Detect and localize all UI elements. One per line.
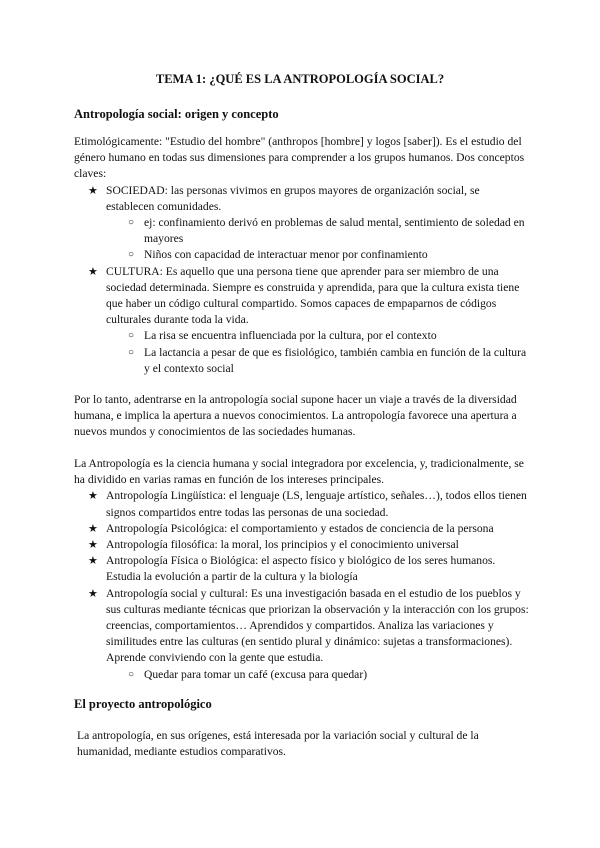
list-item bbox=[74, 553, 530, 585]
star-icon: ★ bbox=[88, 587, 98, 600]
page-title: TEMA 1: ¿QUÉ ES LA ANTROPOLOGÍA SOCIAL? bbox=[155, 72, 445, 86]
sub-list bbox=[74, 328, 530, 377]
list-item bbox=[74, 345, 530, 377]
list-item bbox=[74, 247, 530, 263]
branch-text: Antropología social y cultural: Es una investigación basada en el estudio de los pueblos y sus culturas mediante técnicas que priorizan la observación y la interacción con los grupos: creencias, comportamientos… Aprendidos y compartidos. Analiza las variaciones y similitudes entre las culturas (en sentido plural y dinámico: sujetas a transformaciones). Aprende conviviendo con la gente que estudia. bbox=[106, 586, 529, 665]
circle-icon: ○ bbox=[128, 217, 135, 229]
paragraph-branches bbox=[74, 456, 530, 683]
concept-cultura-text: CULTURA: Es aquello que una persona tiene que aprender para ser miembro de una sociedad determinada. Siempre es construida y aprendida, para que la cultura exista tiene que haber un código cultural compartido. Somos capaces de empaparnos de códigos culturales durante toda la vida. bbox=[106, 264, 520, 327]
star-icon: ★ bbox=[88, 490, 98, 503]
branches-list bbox=[74, 488, 530, 682]
list-item bbox=[74, 264, 530, 377]
circle-icon: ○ bbox=[128, 249, 135, 261]
sub-item-text: La risa se encuentra influenciada por la cultura, por el contexto bbox=[144, 329, 437, 343]
circle-icon: ○ bbox=[128, 668, 135, 680]
branch-text: Antropología Lingüística: el lenguaje (LS, lenguaje artístico, señales…), todos ellos tienen signos compartidos entre todas las personas de una sociedad. bbox=[106, 489, 527, 519]
branches-intro-text: La Antropología es la ciencia humana y social integradora por excelencia, y, tradicionalmente, se ha dividido en varias ramas en función de los intereses principales. bbox=[74, 457, 524, 487]
list-item bbox=[74, 667, 530, 683]
list-item bbox=[74, 488, 530, 520]
circle-icon: ○ bbox=[128, 346, 135, 358]
branch-text: Antropología filosófica: la moral, los principios y el conocimiento universal bbox=[106, 538, 459, 552]
star-icon: ★ bbox=[88, 265, 98, 278]
sub-item-text: ej: confinamiento derivó en problemas de salud mental, sentimiento de soledad en mayores bbox=[144, 216, 525, 246]
concept-sociedad-text: SOCIEDAD: las personas vivimos en grupos mayores de organización social, se establecen comunidades. bbox=[106, 183, 480, 213]
section-heading-origin: Antropología social: origen y concepto bbox=[74, 107, 279, 121]
circle-icon: ○ bbox=[128, 330, 135, 342]
star-icon: ★ bbox=[88, 539, 98, 552]
concepts-list bbox=[74, 183, 530, 377]
section-heading-project: El proyecto antropológico bbox=[74, 697, 212, 711]
list-item bbox=[74, 586, 530, 683]
star-icon: ★ bbox=[88, 522, 98, 535]
list-item bbox=[74, 215, 530, 247]
branch-text: Antropología Psicológica: el comportamiento y estados de conciencia de la persona bbox=[106, 521, 494, 535]
star-icon: ★ bbox=[88, 555, 98, 568]
sub-item-text: La lactancia a pesar de que es fisiológico, también cambia en función de la cultura y el contexto social bbox=[144, 345, 527, 375]
list-item bbox=[74, 183, 530, 264]
list-item bbox=[74, 328, 530, 344]
star-icon: ★ bbox=[88, 184, 98, 197]
paragraph-project: La antropología, en sus orígenes, está interesada por la variación social y cultural de la humanidad, mediante estudios comparativos. bbox=[77, 729, 479, 759]
intro-paragraph bbox=[74, 134, 530, 377]
sub-item-text: Niños con capacidad de interactuar menor por confinamiento bbox=[144, 248, 428, 262]
branch-text: Antropología Física o Biológica: el aspecto físico y biológico de los seres humanos. Estudia la evolución a partir de la cultura y la biología bbox=[106, 554, 496, 584]
sub-list bbox=[74, 215, 530, 264]
intro-text: Etimológicamente: "Estudio del hombre" (anthropos [hombre] y logos [saber]). Es el estudio del género humano en todas sus dimensiones para comprender a los grupos humanos. Dos conceptos claves: bbox=[74, 135, 525, 181]
list-item bbox=[74, 521, 530, 537]
sub-list bbox=[74, 667, 530, 683]
sub-item-text: Quedar para tomar un café (excusa para quedar) bbox=[144, 667, 368, 681]
list-item bbox=[74, 537, 530, 553]
paragraph-diversity: Por lo tanto, adentrarse en la antropología social supone hacer un viaje a través de la diversidad humana, e implica la apertura a nuevos conocimientos. La antropología favorece una apertura a nuevos mundos y conocimientos de las sociedades humanas. bbox=[74, 393, 517, 439]
